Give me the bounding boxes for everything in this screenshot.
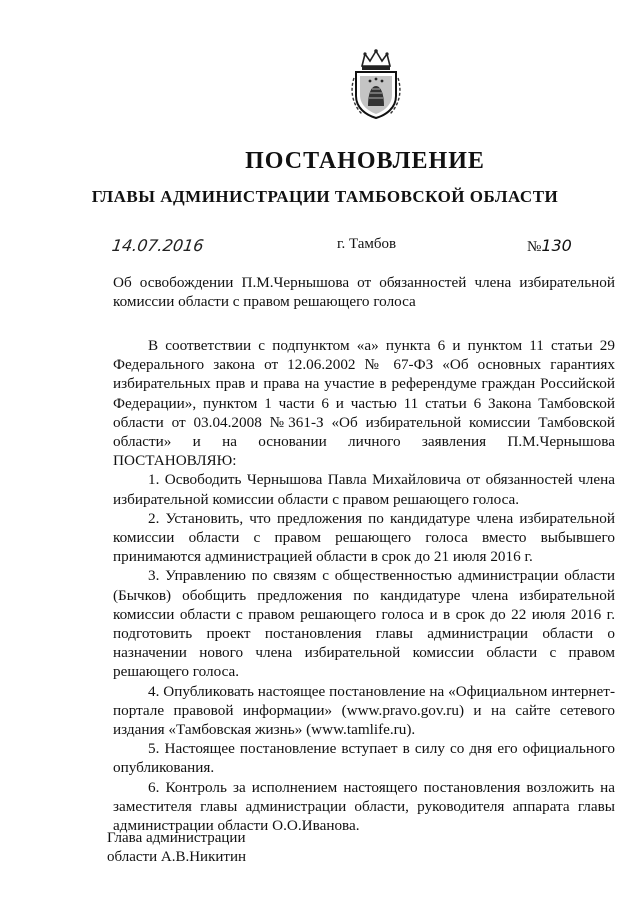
preamble-paragraph: В соответствии с подпунктом «а» пункта 6 и пунктом 11 статьи 29 Федерального закона от 12.06.2002 № 67-ФЗ «Об основных гарантиях избирательных прав и права на участие в референдуме граждан Российской Федерации», пунктом 1 части 6 и частью 11 статьи 6 Закона Тамбовской области от 03.04.2008 №361-З «Об избирательной комиссии Тамбовской области» и на основании личного заявления П.М.Чернышова ПОСТАНОВЛЯЮ: — [113, 337, 615, 470]
coat-of-arms-icon — [348, 48, 404, 120]
document-subtitle: ГЛАВЫ АДМИНИСТРАЦИИ ТАМБОВСКОЙ ОБЛАСТИ — [91, 187, 559, 206]
signature-position: Глава администрации — [107, 830, 246, 846]
number-label: № — [527, 239, 542, 255]
document-city: г. Тамбов — [337, 236, 397, 252]
document-number — [527, 236, 572, 256]
item-paragraph-6: 6. Контроль за исполнением настоящего постановления возложить на заместителя главы администрации области, руководителя аппарата главы администрации области О.О.Иванова. — [113, 778, 615, 835]
signature-block — [107, 829, 246, 867]
item-paragraph-2: 2. Установить, что предложения по кандидатуре члена избирательной комиссии области с правом решающего голоса вместо выбывшего принимаются администрацией области в срок до 21 июля 2016 г. — [113, 509, 615, 566]
document-date: 14.07.2016 — [110, 236, 205, 255]
signature-name: области А.В.Никитин — [107, 849, 247, 865]
document-subject: Об освобождении П.М.Чернышова от обязанностей члена избирательной комиссии области с правом решающего голоса — [113, 274, 615, 310]
number-value: 130 — [541, 236, 572, 255]
item-paragraph-3: 3. Управлению по связям с общественностью администрации области (Бычков) обобщить предложения по кандидатуре члена избирательной комиссии области с правом решающего голоса и в срок до 22 июля 2016 г. подготовить проект постановления главы администрации области о назначении нового члена избирательной комиссии области с правом решающего голоса. — [113, 567, 615, 681]
document-body — [113, 336, 615, 835]
item-paragraph-5: 5. Настоящее постановление вступает в силу со дня его официального опубликования. — [113, 740, 615, 777]
document-title: ПОСТАНОВЛЕНИЕ — [245, 148, 485, 174]
item-paragraph-1: 1. Освободить Чернышова Павла Михайловича от обязанностей члена избирательной комиссии области с правом решающего голоса. — [113, 471, 615, 508]
item-paragraph-4: 4. Опубликовать настоящее постановление на «Официальном интернет-портале правовой информации» (www.pravo.gov.ru) и на сайте сетевого издания «Тамбовская жизнь» (www.tamlife.ru). — [113, 682, 615, 739]
